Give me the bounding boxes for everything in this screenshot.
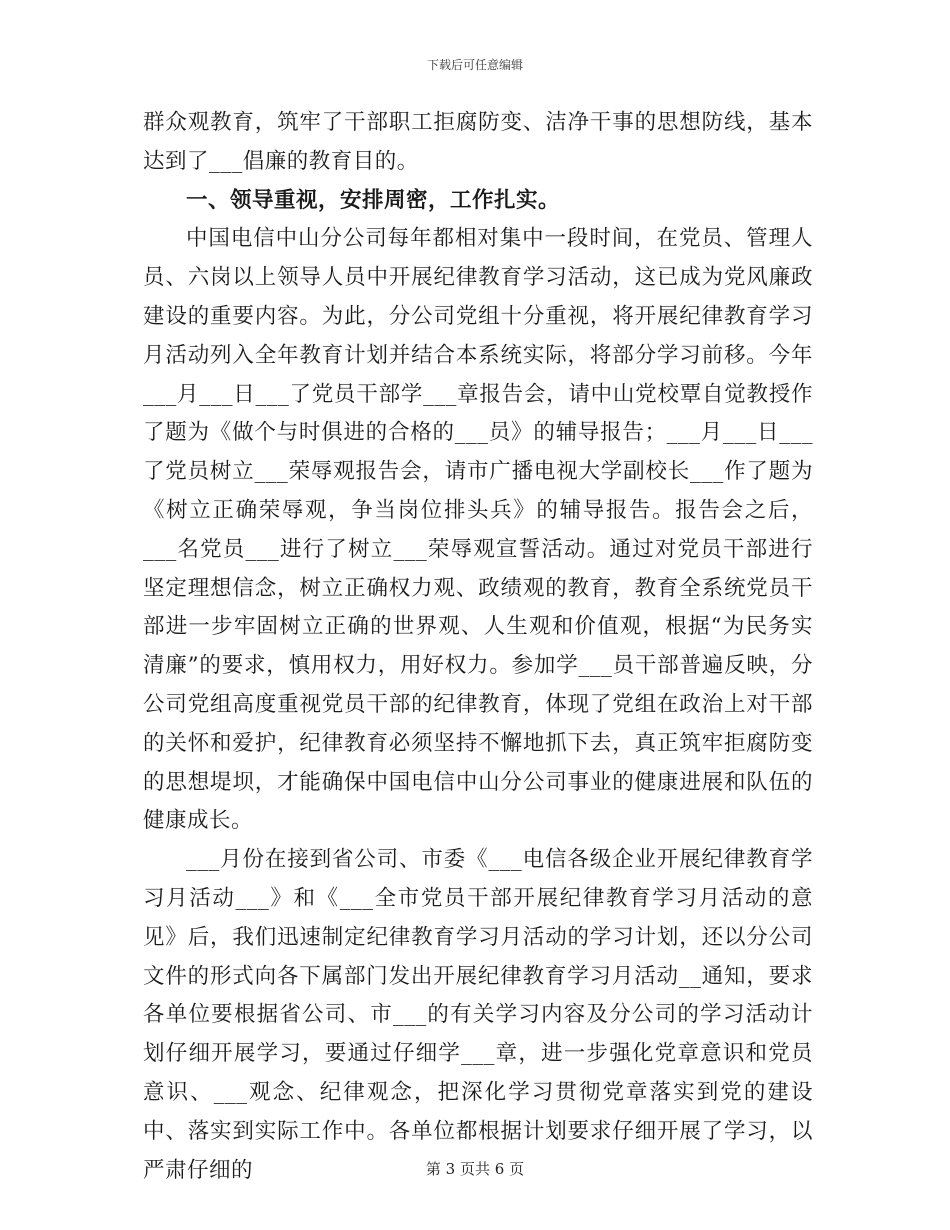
page-header: 下载后可任意编辑 bbox=[426, 58, 523, 72]
document-body bbox=[143, 104, 813, 1190]
page-footer: 第 3 页共 6 页 bbox=[425, 1160, 525, 1178]
paragraph-continuation: 群众观教育，筑牢了干部职工拒腐防变、洁净干事的思想防线，基本达到了___倡廉的教育目的。 bbox=[143, 110, 813, 174]
body-paragraph: 中国电信中山分公司每年都相对集中一段时间，在党员、管理人员、六岗以上领导人员中开展纪律教育学习活动，这已成为党风廉政建设的重要内容。为此，分公司党组十分重视，将开展纪律教育学习月活动列入全年教育计划并结合本系统实际，将部分学习前移。今年___月___日___了党员干部学___章报告会，请中山党校覃自觉教授作了题为《做个与时俱进的合格的___员》的辅导报告；___月___日___了党员树立___荣辱观报告会，请市广播电视大学副校长___作了题为《树立正确荣辱观，争当岗位排头兵》的辅导报告。报告会之后，___名党员___进行了树立___荣辱观宣誓活动。通过对党员干部进行坚定理想信念，树立正确权力观、政绩观的教育，教育全系统党员干部进一步牢固树立正确的世界观、人生观和价值观，根据“为民务实清廉”的要求，慎用权力，用好权力。参加学___员干部普遍反映，分公司党组高度重视党员干部的纪律教育，体现了党组在政治上对干部的关怀和爱护，纪律教育必须坚持不懈地抓下去，真正筑牢拒腐防变的思想堤坝，才能确保中国电信中山分公司事业的健康进展和队伍的健康成长。 bbox=[143, 226, 813, 834]
body-paragraph: ___月份在接到省公司、市委《___电信各级企业开展纪律教育学习月活动___》和《___全市党员干部开展纪律教育学习月活动的意见》后，我们迅速制定纪律教育学习月活动的学习计划，还以分公司文件的形式向各下属部门发出开展纪律教育学习月活动__通知，要求各单位要根据省公司、市___的有关学习内容及分公司的学习活动计划仔细开展学习，要通过仔细学___章，进一步强化党章意识和党员意识、___观念、纪律观念，把深化学习贯彻党章落实到党的建设中、落实到实际工作中。各单位都根据计划要求仔细开展了学习，以严肃仔细的 bbox=[143, 847, 813, 1183]
section-heading: 一、领导重视，安排周密，工作扎实。 bbox=[186, 187, 561, 213]
